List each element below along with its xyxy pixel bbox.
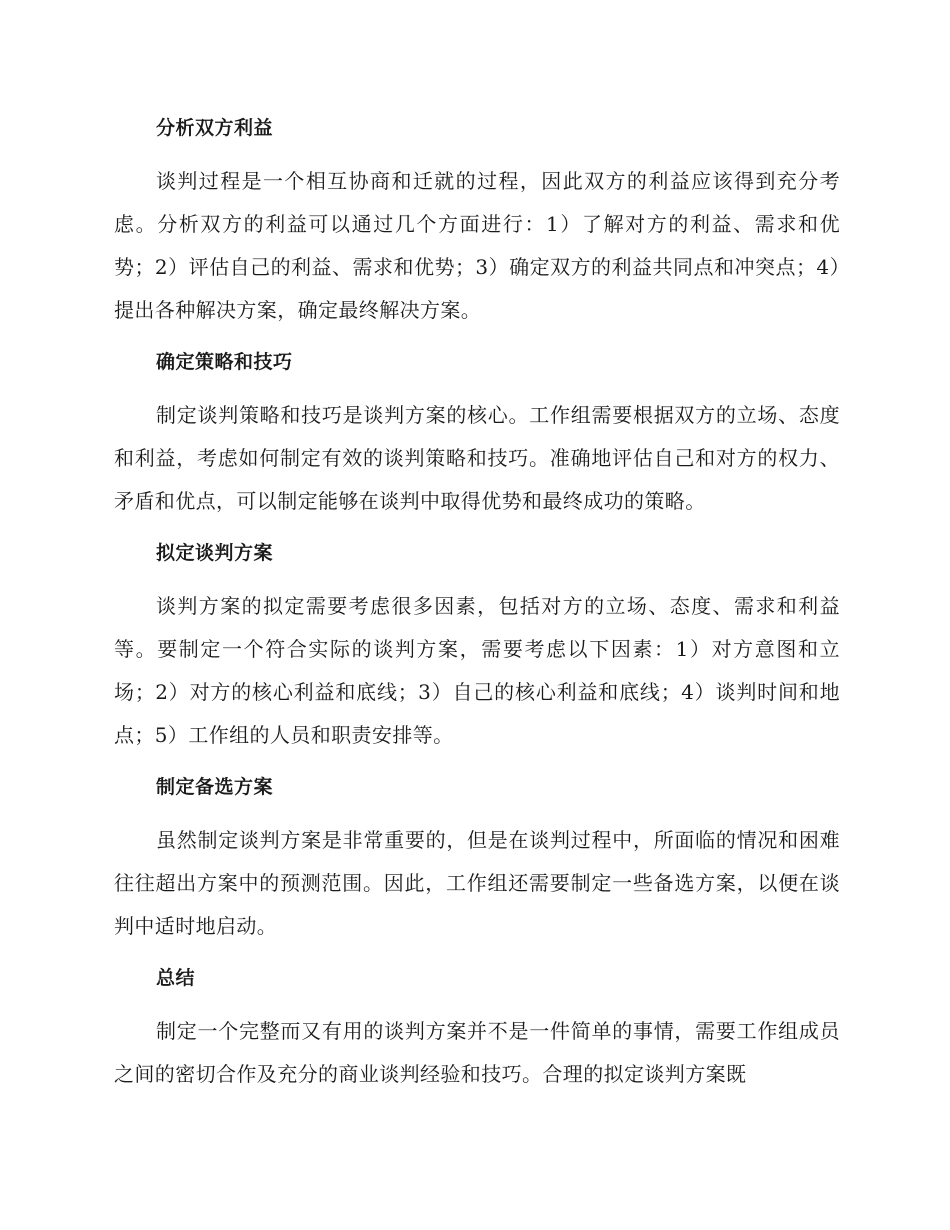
section-heading: 总结 <box>156 967 196 989</box>
section-paragraph: 制定一个完整而又有用的谈判方案并不是一件简单的事情，需要工作组成员之间的密切合作及充分的商业谈判经验和技巧。合理的拟定谈判方案既 <box>114 1019 840 1086</box>
section-paragraph: 制定谈判策略和技巧是谈判方案的核心。工作组需要根据双方的立场、态度和利益，考虑如何制定有效的谈判策略和技巧。准确地评估自己和对方的权力、矛盾和优点，可以制定能够在谈判中取得优势和最终成功的策略。 <box>114 403 840 513</box>
document-page <box>114 108 840 1096</box>
section-draft-plan <box>114 533 840 757</box>
section-paragraph: 谈判过程是一个相互协商和迁就的过程，因此双方的利益应该得到充分考虑。分析双方的利益可以通过几个方面进行：1）了解对方的利益、需求和优势；2）评估自己的利益、需求和优势；3）确定双方的利益共同点和冲突点；4）提出各种解决方案，确定最终解决方案。 <box>114 169 840 322</box>
section-summary <box>114 958 840 1096</box>
section-strategy-skills <box>114 342 840 523</box>
section-analyze-interests <box>114 108 840 332</box>
section-backup-plan <box>114 767 840 948</box>
section-heading: 拟定谈判方案 <box>156 542 274 564</box>
section-heading: 确定策略和技巧 <box>156 351 293 373</box>
section-paragraph: 谈判方案的拟定需要考虑很多因素，包括对方的立场、态度、需求和利益等。要制定一个符合实际的谈判方案，需要考虑以下因素：1）对方意图和立场；2）对方的核心利益和底线；3）自己的核心利益和底线；4）谈判时间和地点；5）工作组的人员和职责安排等。 <box>114 594 840 747</box>
section-paragraph: 虽然制定谈判方案是非常重要的，但是在谈判过程中，所面临的情况和困难往往超出方案中的预测范围。因此，工作组还需要制定一些备选方案，以便在谈判中适时地启动。 <box>114 828 840 938</box>
section-heading: 分析双方利益 <box>156 117 274 139</box>
section-heading: 制定备选方案 <box>156 776 274 798</box>
